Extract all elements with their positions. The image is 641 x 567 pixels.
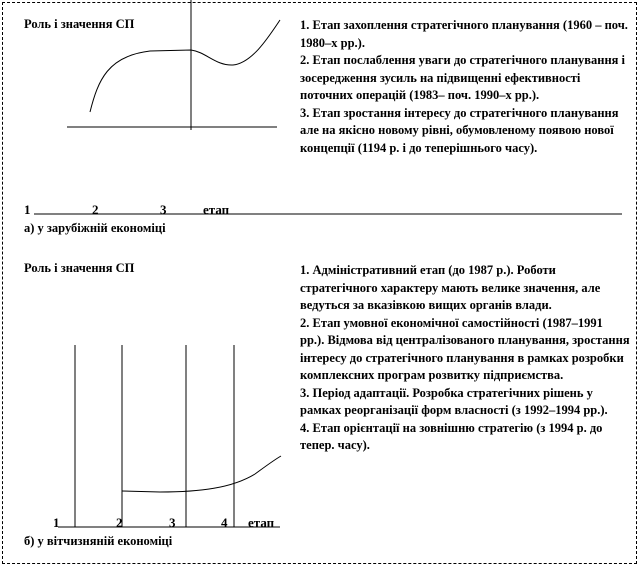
panel-a-tick-1: 1 [24, 202, 31, 217]
panel-b-tick-2: 2 [116, 515, 123, 530]
panel-b-stage-1: 1. Адміністративний етап (до 1987 р.). Роботи стратегічного характеру мають велике значення, але ведуться за вказівкою вищих органів влади. [300, 263, 601, 312]
panel-b-x-label: етап [248, 515, 275, 530]
panel-a-x-label: етап [203, 202, 230, 217]
panel-b-stage-4: 4. Етап орієнтації на зовнішню стратегію (з 1994 р. до тепер. часу). [300, 420, 603, 452]
panel-b-caption: б) у вітчизняній економіці [24, 534, 173, 548]
panel-b-tick-3: 3 [169, 515, 176, 530]
panel-b-stage-3: 3. Період адаптації. Розробка стратегічних рішень у рамках реорганізації форм власності (з 1992–1994 рр.). [300, 385, 608, 417]
panel-b-curve [122, 456, 281, 492]
panel-a-stage-1: 1. Етап захоплення стратегічного планування (1960 – поч. 1980–х рр.). [300, 18, 628, 50]
panel-b-stage-list [300, 262, 630, 455]
panel-b-y-label: Роль і значення СП [24, 261, 135, 275]
panel-a-caption: а) у зарубіжній економіці [24, 221, 166, 235]
panel-a-stage-2: 2. Етап послаблення уваги до стратегічного планування і зосередження зусиль на підвищенні ефективності поточних операцій (1983– поч. 1990–х рр.). [300, 53, 626, 102]
panel-a-tick-3: 3 [160, 202, 167, 217]
panel-a-y-label: Роль і значення СП [24, 17, 135, 31]
panel-b-stage-2: 2. Етап умовної економічної самостійності (1987–1991 рр.). Відмова від централізованого планування, зростання інтересу до стратегічного планування в рамках розробки комплексних програм розвитку підприємства. [300, 315, 630, 382]
panel-b-tick-1: 1 [53, 515, 60, 530]
panel-a-tick-2: 2 [92, 202, 99, 217]
panel-a-stage-list [300, 17, 630, 157]
panel-a-stage-3: 3. Етап зростання інтересу до стратегічного планування але на якісно новому рівні, обумовленому появою нової концепції (1194 р. і до теперішнього часу). [300, 105, 619, 155]
panel-b-tick-4: 4 [221, 515, 228, 530]
panel-a-curve [90, 20, 280, 112]
